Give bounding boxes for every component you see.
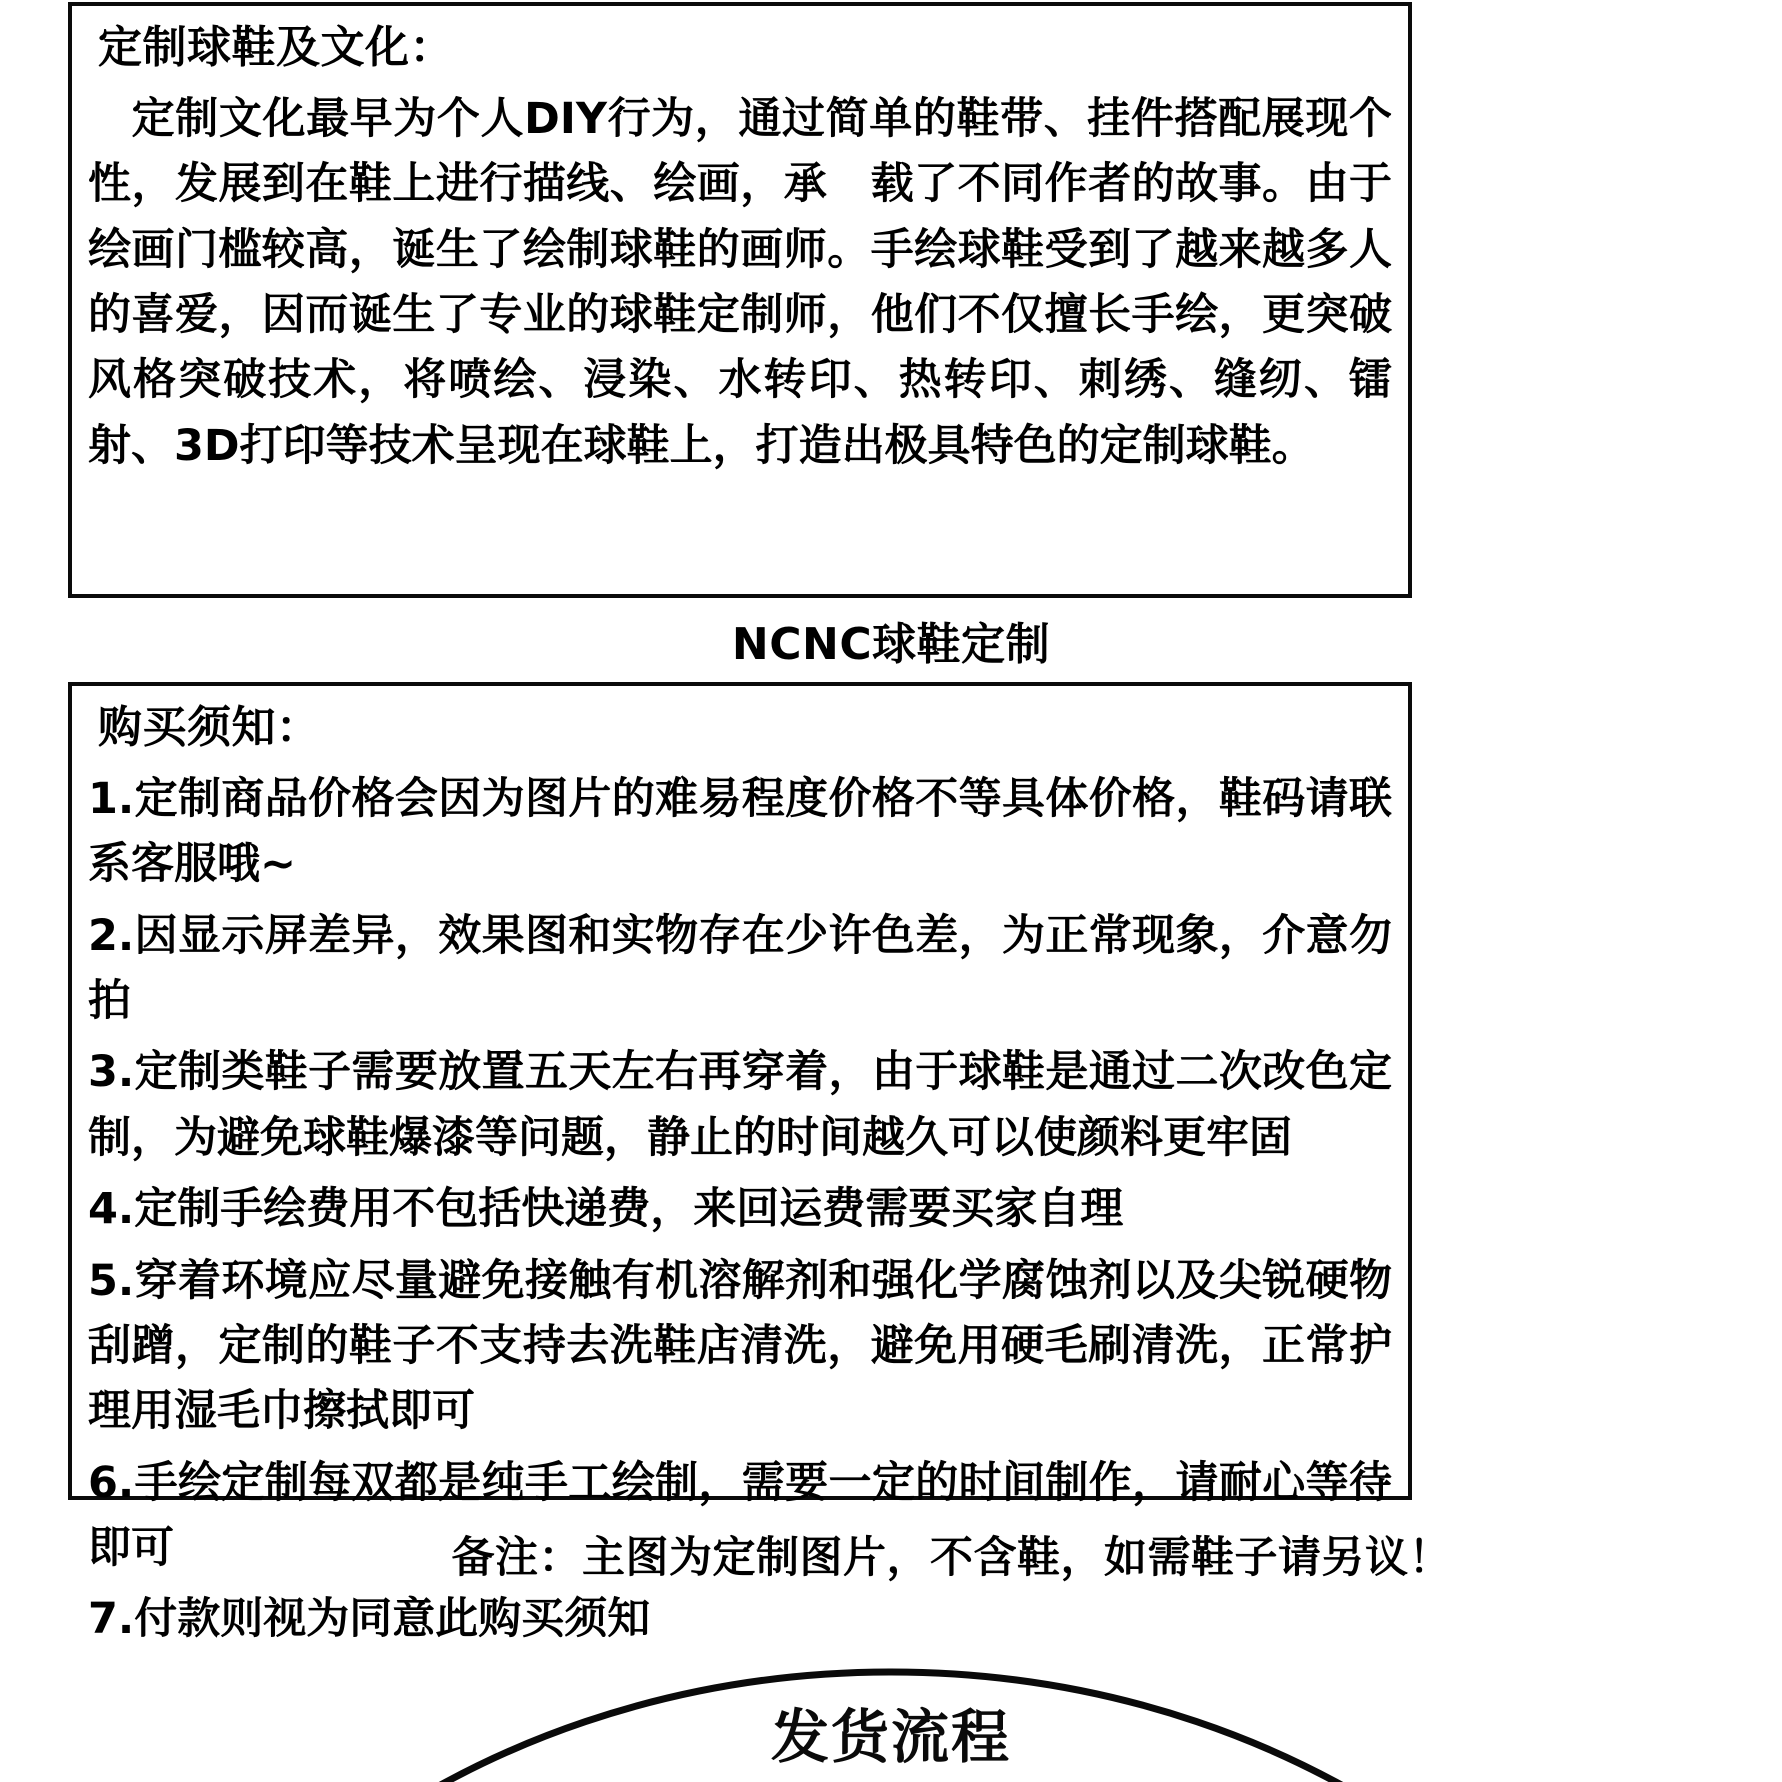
notice-item: 7.付款则视为同意此购买须知 (88, 1594, 651, 1645)
culture-panel-heading: 定制球鞋及文化： (98, 22, 454, 73)
brand-title: NCNC球鞋定制 (731, 619, 1051, 670)
shipping-flow-title: 发货流程 (770, 1703, 1011, 1771)
notice-panel-heading: 购买须知： (98, 702, 321, 753)
notice-list (88, 767, 1392, 1653)
notice-item: 4.定制手绘费用不包括快递费，来回运费需要买家自理 (88, 1184, 1124, 1235)
shipping-flow-section (0, 1618, 1782, 1782)
culture-panel-body: 定制文化最早为个人DIY行为，通过简单的鞋带、挂件搭配展现个性，发展到在鞋上进行描线、绘画，承 载了不同作者的故事。由于绘画门槛较高，诞生了绘制球鞋的画师。手绘球鞋受到了越来越多人的喜爱，因而诞生了专业的球鞋定制师，他们不仅擅长手绘，更突破风格突破技术，将喷绘、浸染、水转印、热转印、刺绣、缝纫、镭射、3D打印等技术呈现在球鞋上，打造出极具特色的定制球鞋。 (88, 94, 1392, 471)
remark-note: 备注：主图为定制图片，不含鞋，如需鞋子请另议！ (451, 1533, 1452, 1583)
custom-sneaker-culture-panel (68, 2, 1412, 598)
notice-item: 3.定制类鞋子需要放置五天左右再穿着，由于球鞋是通过二次改色定制，为避免球鞋爆漆等问题，静止的时间越久可以使颜料更牢固 (88, 1047, 1392, 1163)
notice-item: 5.穿着环境应尽量避免接触有机溶解剂和强化学腐蚀剂以及尖锐硬物刮蹭，定制的鞋子不支持去洗鞋店清洗，避免用硬毛刷清洗，正常护理用湿毛巾擦拭即可 (88, 1255, 1392, 1437)
notice-item: 6.手绘定制每双都是纯手工绘制，需要一定的时间制作，请耐心等待即可 (88, 1457, 1392, 1573)
notice-item: 1.定制商品价格会因为图片的难易程度价格不等具体价格，鞋码请联系客服哦~ (88, 774, 1392, 890)
notice-item: 2.因显示屏差异，效果图和实物存在少许色差，为正常现象，介意勿拍 (88, 910, 1392, 1027)
